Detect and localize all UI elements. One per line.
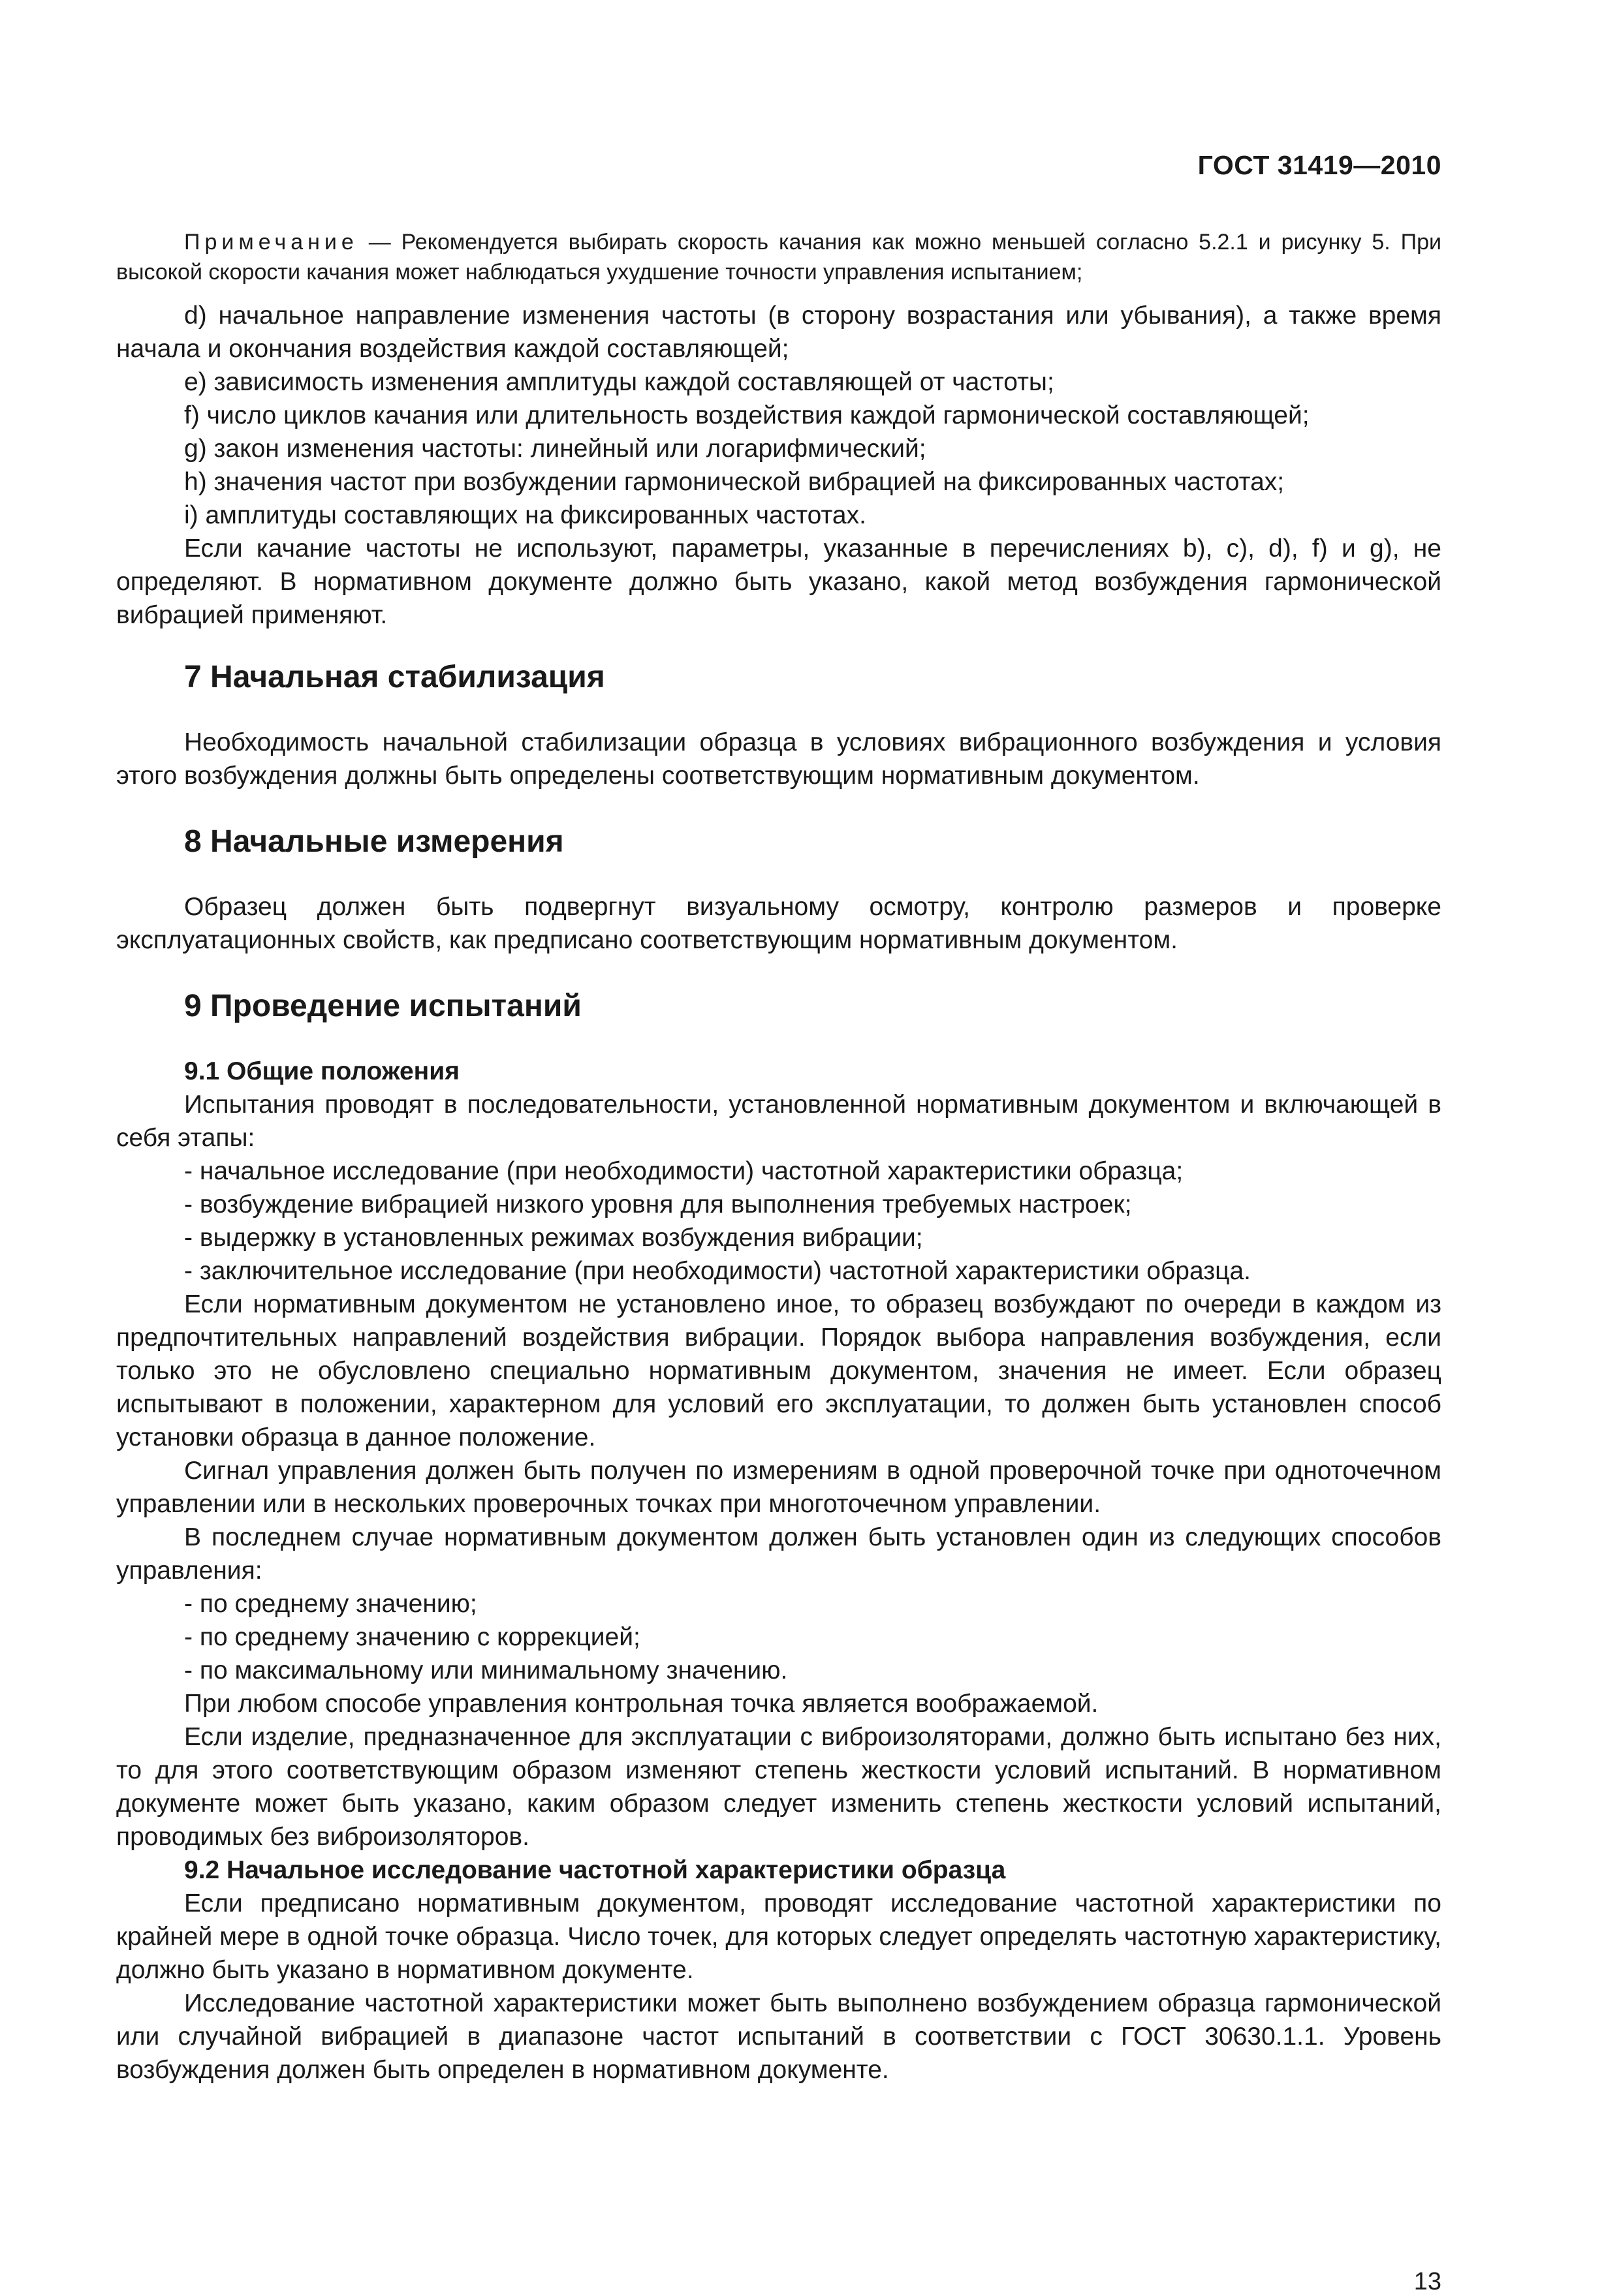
list-item-f: f) число циклов качания или длительность воздействия каждой гармонической составляющей; [184, 401, 1310, 429]
page-number: 13 [1413, 2268, 1441, 2295]
note-text: — Рекомендуется выбирать скорость качания как можно меньшей согласно 5.2.1 и рисунку 5. При высокой скорости качания может наблюдаться ухудшение точности управления испытанием; [116, 230, 1441, 285]
list-item-e: e) зависимость изменения амплитуды каждой составляющей от частоты; [184, 368, 1054, 396]
list-item-g: g) закон изменения частоты: линейный или логарифмический; [184, 435, 926, 463]
paragraph-virtual-point: При любом способе управления контрольная точка является воображаемой. [184, 1690, 1099, 1718]
section-8-heading: 8 Начальные измерения [184, 824, 564, 859]
paragraph-methods: В последнем случае нормативным документом должен быть установлен один из следующих способов управления: [116, 1523, 1441, 1585]
stage-item: - выдержку в установленных режимах возбуждения вибрации; [184, 1224, 923, 1252]
stage-item: - начальное исследование (при необходимости) частотной характеристики образца; [184, 1157, 1184, 1185]
list-item-h: h) значения частот при возбуждении гармонической вибрацией на фиксированных частотах; [184, 468, 1285, 496]
paragraph-isolators: Если изделие, предназначенное для эксплуатации с виброизоляторами, должно быть испытано без них, то для этого соответствующим образом изменяют степень жесткости условий испытаний. В нормативном документе может быть указано, каким образом следует изменить степень жесткости условий испытаний, проводимых без виброизоляторов. [116, 1723, 1441, 1851]
subsection-9-2-heading: 9.2 Начальное исследование частотной характеристики образца [184, 1856, 1006, 1884]
paragraph-direction: Если нормативным документом не установлено иное, то образец возбуждают по очереди в каждом из предпочтительных направлений воздействия вибрации. Порядок выбора направления возбуждения, если только это не обусловлено специально нормативным документом, значения не имеет. Если образец испытывают в положении, характерном для условий его эксплуатации, то должен быть установлен способ установки образца в данное положение. [116, 1290, 1441, 1451]
method-item: - по среднему значению; [184, 1590, 477, 1618]
section-7-text: Необходимость начальной стабилизации образца в условиях вибрационного возбуждения и условия этого возбуждения должны быть определены соответствующим нормативным документом. [116, 728, 1441, 790]
section-9-heading: 9 Проведение испытаний [184, 989, 582, 1023]
note [116, 227, 1441, 287]
paragraph-sweep: Если качание частоты не используют, параметры, указанные в перечислениях b), c), d), f) и g), не определяют. В нормативном документе должно быть указано, какой метод возбуждения гармонической вибрацией применяют. [116, 535, 1441, 629]
note-label: Примечание [184, 230, 358, 255]
subsection-9-1-heading: 9.1 Общие положения [184, 1057, 460, 1085]
list-item-d: d) начальное направление изменения частоты (в сторону возрастания или убывания), а также время начала и окончания воздействия каждой составляющей; [116, 302, 1441, 363]
paragraph-9-2-b: Исследование частотной характеристики может быть выполнено возбуждением образца гармонической или случайной вибрацией в диапазоне частот испытаний в соответствии с ГОСТ 30630.1.1. Уровень возбуждения должен быть определен в нормативном документе. [116, 1989, 1441, 2084]
list-item-i: i) амплитуды составляющих на фиксированных частотах. [184, 501, 866, 529]
subsection-9-1-intro: Испытания проводят в последовательности, установленной нормативным документом и включающей в себя этапы: [116, 1091, 1441, 1152]
method-item: - по среднему значению с коррекцией; [184, 1623, 640, 1651]
section-8-text: Образец должен быть подвергнут визуальному осмотру, контролю размеров и проверке эксплуатационных свойств, как предписано соответствующим нормативным документом. [116, 893, 1441, 954]
paragraph-signal: Сигнал управления должен быть получен по измерениям в одной проверочной точке при одноточечном управлении или в нескольких проверочных точках при многоточечном управлении. [116, 1457, 1441, 1518]
paragraph-9-2-a: Если предписано нормативным документом, проводят исследование частотной характеристики по крайней мере в одной точке образца. Число точек, для которых следует определять частотную характеристику, должно быть указано в нормативном документе. [116, 1889, 1441, 1984]
stage-item: - заключительное исследование (при необходимости) частотной характеристики образца. [184, 1257, 1251, 1285]
document-code: ГОСТ 31419—2010 [1197, 150, 1441, 180]
method-item: - по максимальному или минимальному значению. [184, 1656, 788, 1684]
stage-item: - возбуждение вибрацией низкого уровня для выполнения требуемых настроек; [184, 1190, 1132, 1218]
section-7-heading: 7 Начальная стабилизация [184, 660, 605, 694]
document-body [116, 299, 1441, 2087]
